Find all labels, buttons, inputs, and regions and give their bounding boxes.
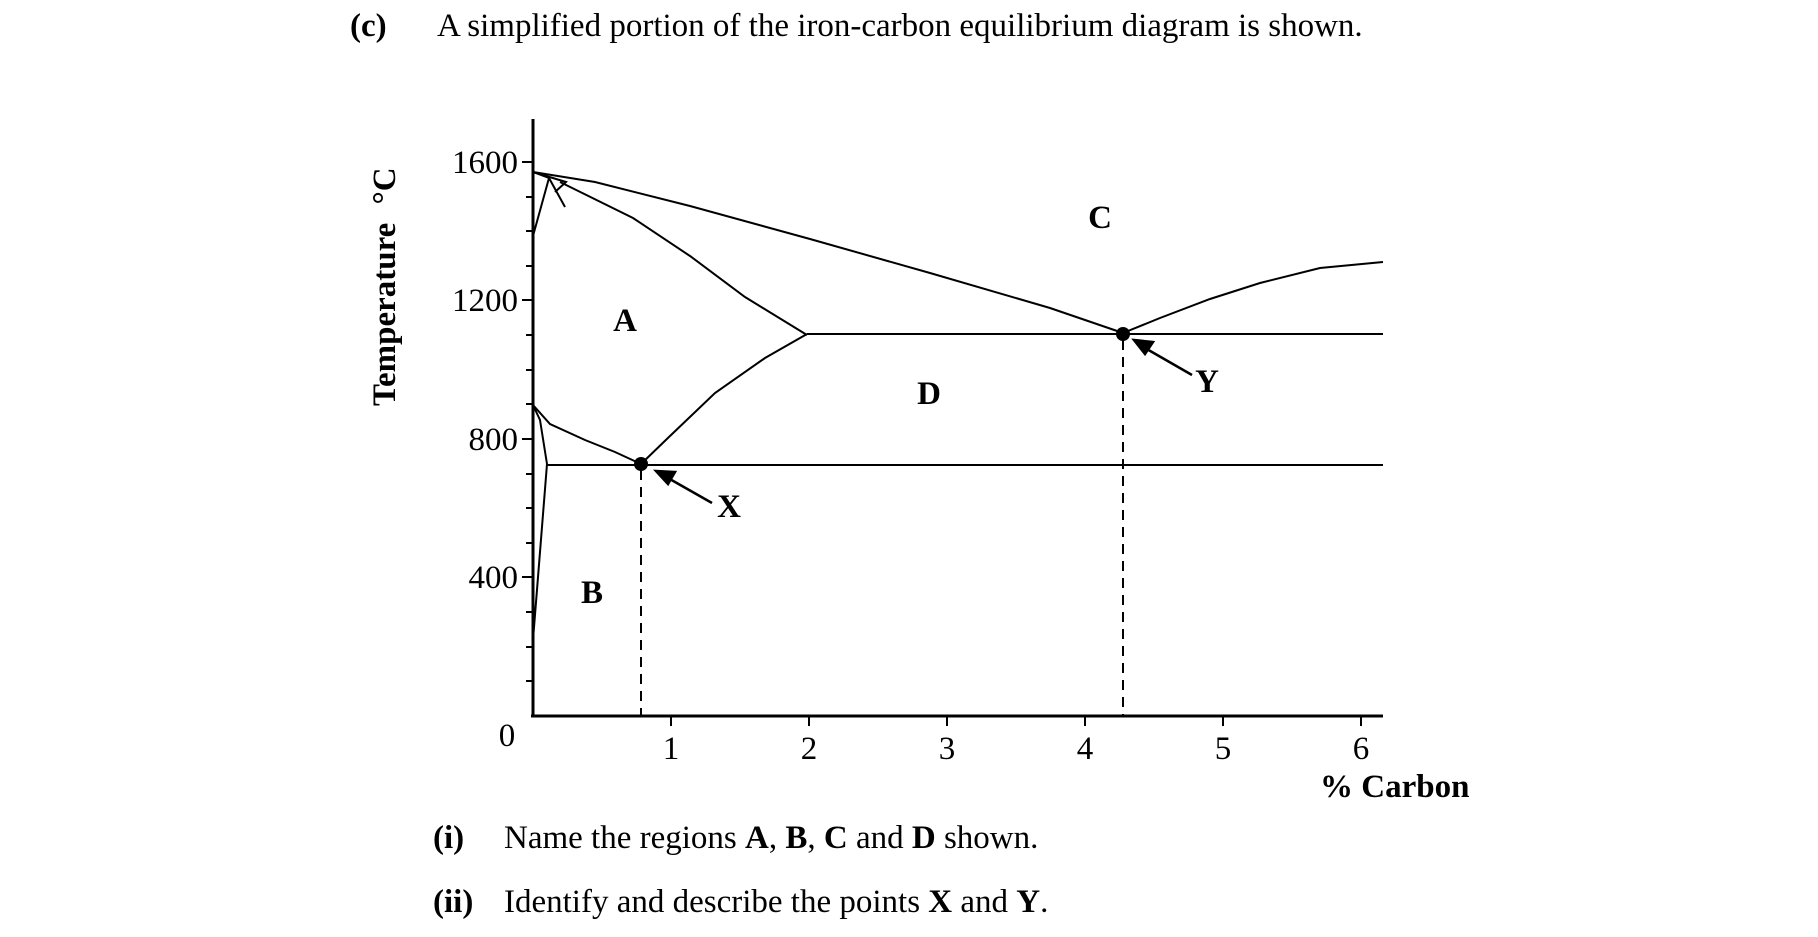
x-tick-label-6: 6 <box>1352 731 1370 767</box>
x-axis-title: % Carbon <box>1320 769 1470 805</box>
axes <box>531 119 1383 717</box>
arrow-y <box>1134 340 1192 375</box>
alpha-boundary <box>533 405 547 640</box>
y-axis-title-text: Temperature <box>367 222 403 406</box>
part-ii-label: (ii) <box>433 884 474 920</box>
delta-boundary-1 <box>533 172 549 236</box>
y-ticks <box>522 162 533 681</box>
point-y-marker <box>1116 327 1130 341</box>
origin-label: 0 <box>498 718 516 754</box>
question-label: (c) <box>350 8 387 44</box>
region-label-d: D <box>917 376 941 412</box>
region-label-c: C <box>1088 200 1112 236</box>
y-tick-label-1600: 1600 <box>452 145 518 181</box>
y-tick-label-400: 400 <box>468 560 518 596</box>
y-axis-title <box>367 167 403 406</box>
part-ii <box>433 884 473 921</box>
phase-boundaries <box>533 172 1383 640</box>
question-text: A simplified portion of the iron-carbon equilibrium diagram is shown. <box>437 8 1363 44</box>
a3-line <box>533 405 641 464</box>
x-tick-label-2: 2 <box>800 731 818 767</box>
region-label-b: B <box>580 575 604 611</box>
part-i <box>433 820 464 857</box>
y-tick-label-1200: 1200 <box>452 283 518 319</box>
point-label-x: X <box>717 489 741 525</box>
y-axis-unit: °C <box>367 167 403 205</box>
part-i-text: Name the regions A, B, C and D shown. <box>504 820 1039 856</box>
x-tick-label-5: 5 <box>1214 731 1232 767</box>
part-i-label: (i) <box>433 820 465 856</box>
liquidus-line-right <box>1123 262 1383 333</box>
arrow-x <box>656 471 712 503</box>
x-tick-label-1: 1 <box>662 731 680 767</box>
acm-line <box>641 334 807 464</box>
x-tick-label-4: 4 <box>1076 731 1094 767</box>
point-x-marker <box>634 457 648 471</box>
x-tick-label-3: 3 <box>938 731 956 767</box>
region-label-a: A <box>613 303 637 339</box>
point-label-y: Y <box>1195 364 1219 400</box>
y-tick-label-800: 800 <box>468 422 518 458</box>
part-ii-text: Identify and describe the points X and Y. <box>504 884 1049 920</box>
